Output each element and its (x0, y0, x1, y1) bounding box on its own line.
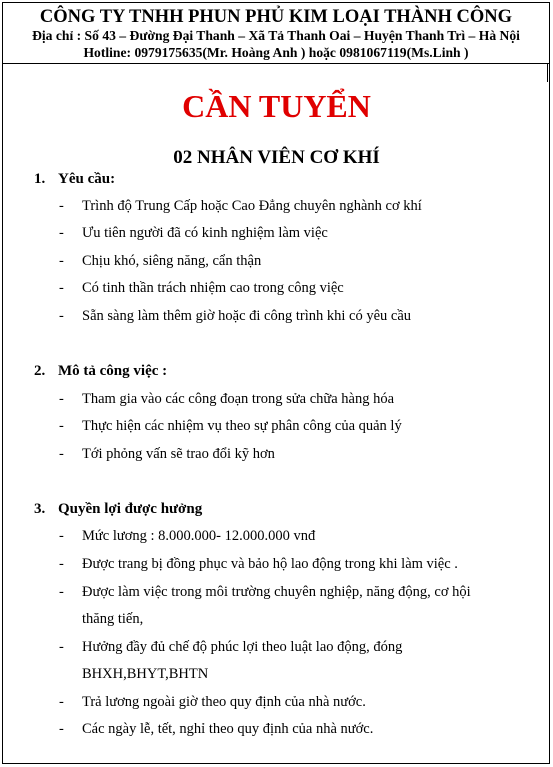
company-header (3, 3, 549, 64)
text-cursor-mark (547, 64, 548, 82)
section-heading-requirements (34, 170, 115, 188)
list-item: - Trình độ Trung Cấp hoặc Cao Đẳng chuyên nghành cơ khí (59, 198, 422, 214)
list-item: - Các ngày lễ, tết, nghỉ theo quy định của nhà nước. (59, 721, 374, 737)
list-item: - Được trang bị đồng phục và bảo hộ lao động trong khi làm việc . (59, 556, 458, 572)
company-hotline: Hotline: 0979175635(Mr. Hoàng Anh ) hoặc 0981067119(Ms.Linh ) (83, 45, 469, 60)
company-name: CÔNG TY TNHH PHUN PHỦ KIM LOẠI THÀNH CÔNG (39, 7, 513, 27)
list-item: - Tham gia vào các công đoạn trong sửa chữa hàng hóa (59, 391, 395, 407)
main-title: CẦN TUYỂN (182, 88, 371, 124)
company-address: Địa chỉ : Số 43 – Đường Đại Thanh – Xã Tả Thanh Oai – Huyện Thanh Trì – Hà Nội (32, 28, 520, 43)
section-number: 2. (34, 363, 46, 379)
list-item-continuation: thăng tiến, (82, 611, 144, 627)
section-number: 3. (34, 501, 46, 517)
section-heading-job-description (34, 362, 167, 380)
list-item-continuation: BHXH,BHYT,BHTN (82, 666, 209, 682)
section-heading-benefits (34, 500, 202, 518)
list-item: - Hưởng đầy đủ chế độ phúc lợi theo luật lao động, đóng (59, 639, 403, 655)
list-item: - Tới phỏng vấn sẽ trao đổi kỹ hơn (59, 446, 275, 462)
list-item: - Chịu khó, siêng năng, cẩn thận (59, 253, 262, 269)
section-number: 1. (34, 171, 46, 187)
section-title: Quyền lợi được hưởng (58, 501, 203, 517)
list-item: - Có tinh thần trách nhiệm cao trong công việc (59, 280, 344, 296)
list-item: - Mức lương : 8.000.000- 12.000.000 vnđ (59, 528, 316, 544)
list-item: - Trả lương ngoài giờ theo quy định của nhà nước. (59, 694, 366, 710)
list-item: - Được làm việc trong môi trường chuyên nghiệp, năng động, cơ hội (59, 584, 471, 600)
list-item: - Thực hiện các nhiệm vụ theo sự phân công của quản lý (59, 418, 402, 434)
section-title: Mô tả công việc : (58, 363, 168, 379)
section-title: Yêu cầu: (58, 171, 116, 187)
list-item: - Sẵn sàng làm thêm giờ hoặc đi công trình khi có yêu cầu (59, 308, 412, 324)
position-title: 02 NHÂN VIÊN CƠ KHÍ (173, 147, 380, 168)
list-item: - Ưu tiên người đã có kinh nghiệm làm việc (59, 225, 328, 241)
